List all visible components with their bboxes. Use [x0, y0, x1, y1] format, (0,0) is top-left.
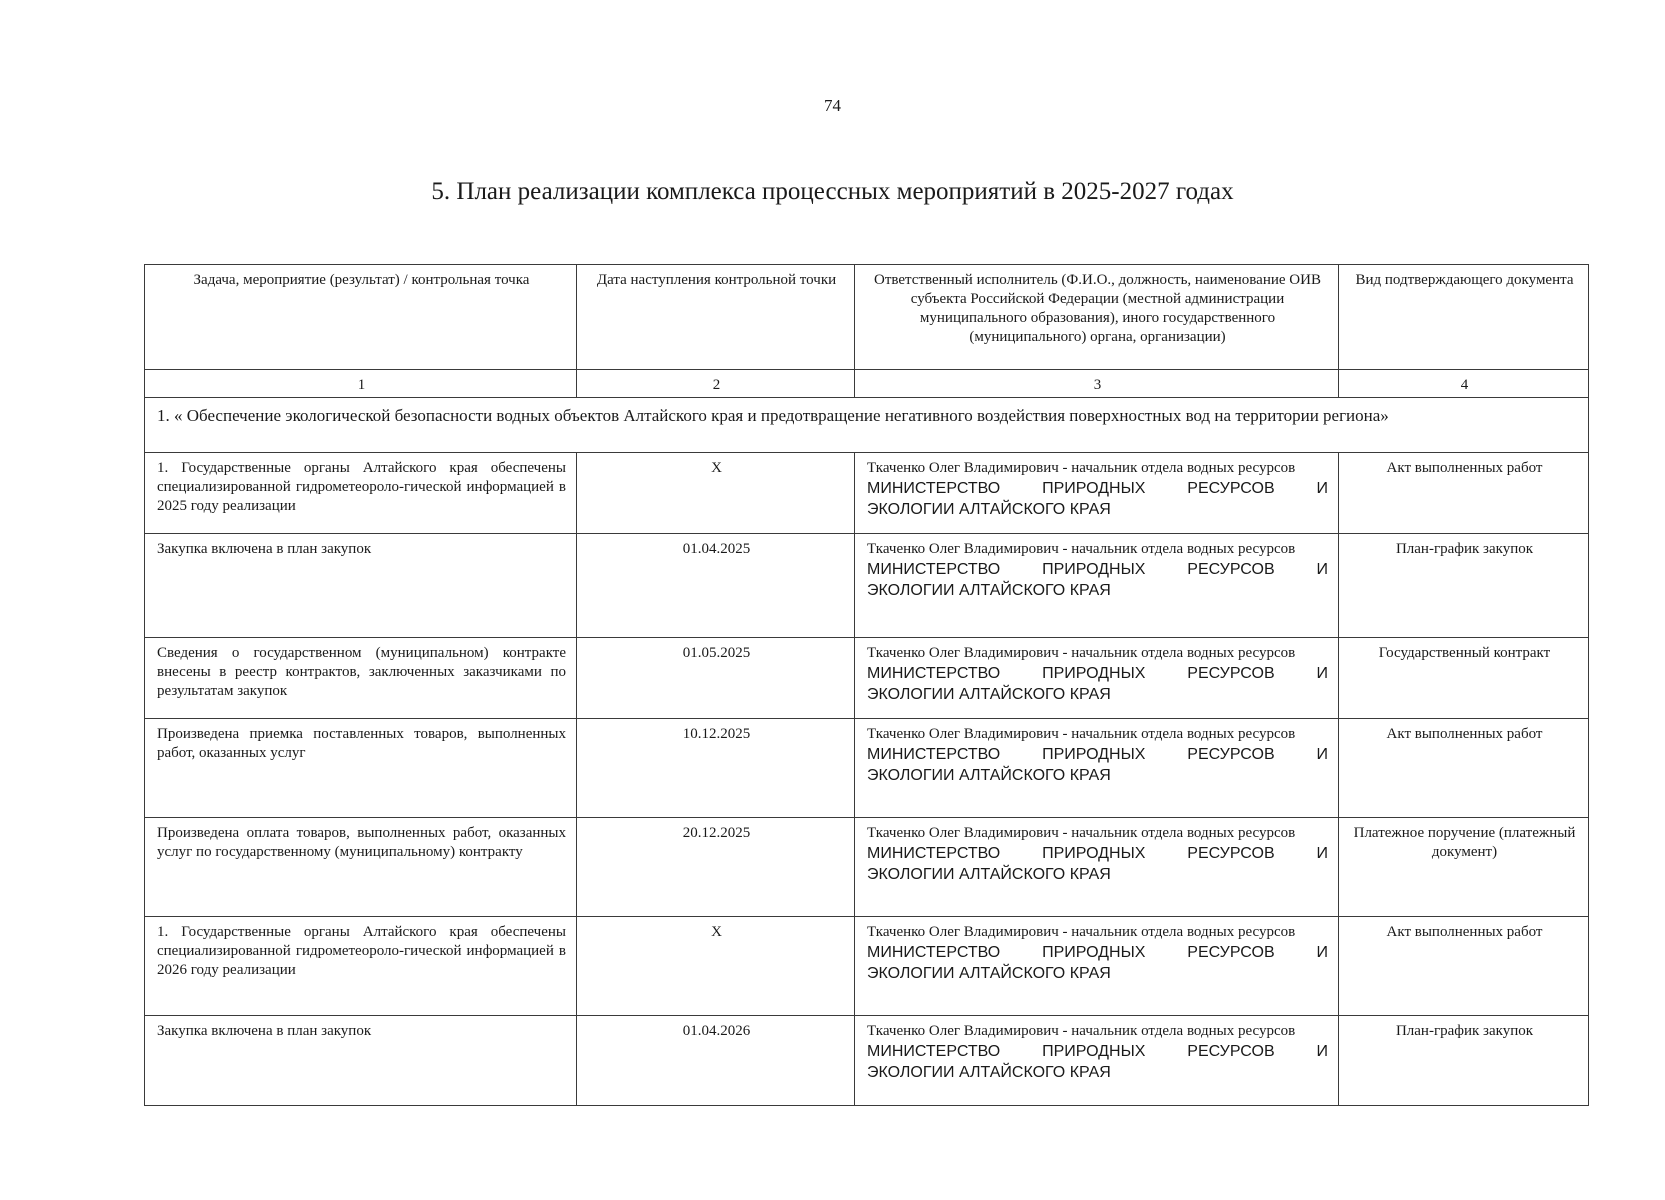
plan-table	[144, 264, 1589, 1106]
responsible-org-line2: ЭКОЛОГИИ АЛТАЙСКОГО КРАЯ	[867, 582, 1111, 599]
responsible-org-line1: МИНИСТЕРСТВО ПРИРОДНЫХ РЕСУРСОВ И	[867, 561, 1328, 578]
event-cell: Закупка включена в план закупок	[145, 534, 577, 638]
date-cell: 20.12.2025	[577, 818, 855, 917]
header-responsible: Ответственный исполнитель (Ф.И.О., должность, наименование ОИВ субъекта Российской Федерации (местной администрации муниципального образования), иного государственного (муниципального) органа, организации)	[855, 265, 1339, 370]
table-row	[145, 638, 1589, 719]
document-cell: Государственный контракт	[1339, 638, 1589, 719]
date-cell: 01.04.2026	[577, 1016, 855, 1106]
document-cell: План-график закупок	[1339, 1016, 1589, 1106]
responsible-org-line1: МИНИСТЕРСТВО ПРИРОДНЫХ РЕСУРСОВ И	[867, 480, 1328, 497]
responsible-org-line2: ЭКОЛОГИИ АЛТАЙСКОГО КРАЯ	[867, 1064, 1111, 1081]
responsible-org-line2: ЭКОЛОГИИ АЛТАЙСКОГО КРАЯ	[867, 767, 1111, 784]
event-cell: Закупка включена в план закупок	[145, 1016, 577, 1106]
document-cell: Платежное поручение (платежный документ)	[1339, 818, 1589, 917]
event-cell: 1. Государственные органы Алтайского края обеспечены специализированной гидрометеороло-гической информацией в 2026 году реализации	[145, 917, 577, 1016]
header-document: Вид подтверждающего документа	[1339, 265, 1589, 370]
responsible-person: Ткаченко Олег Владимирович - начальник отдела водных ресурсов	[867, 924, 1296, 940]
responsible-org-line2: ЭКОЛОГИИ АЛТАЙСКОГО КРАЯ	[867, 965, 1111, 982]
page-number: 74	[824, 96, 841, 115]
document-cell: Акт выполненных работ	[1339, 453, 1589, 534]
table-row	[145, 453, 1589, 534]
responsible-person: Ткаченко Олег Владимирович - начальник отдела водных ресурсов	[867, 726, 1296, 742]
responsible-org-line1: МИНИСТЕРСТВО ПРИРОДНЫХ РЕСУРСОВ И	[867, 1043, 1328, 1060]
document-cell: План-график закупок	[1339, 534, 1589, 638]
header-task: Задача, мероприятие (результат) / контрольная точка	[145, 265, 577, 370]
responsible-cell	[855, 534, 1339, 638]
table-row	[145, 1016, 1589, 1106]
column-number-row	[145, 370, 1589, 398]
responsible-org-line1: МИНИСТЕРСТВО ПРИРОДНЫХ РЕСУРСОВ И	[867, 944, 1328, 961]
responsible-org-line2: ЭКОЛОГИИ АЛТАЙСКОГО КРАЯ	[867, 501, 1111, 518]
event-cell: 1. Государственные органы Алтайского края обеспечены специализированной гидрометеороло-гической информацией в 2025 году реализации	[145, 453, 577, 534]
date-cell: 10.12.2025	[577, 719, 855, 818]
responsible-cell	[855, 1016, 1339, 1106]
date-cell: X	[577, 453, 855, 534]
task-row	[145, 398, 1589, 453]
event-cell: Произведена оплата товаров, выполненных работ, оказанных услуг по государственному (муниципальному) контракту	[145, 818, 577, 917]
responsible-cell	[855, 453, 1339, 534]
responsible-cell	[855, 638, 1339, 719]
responsible-org-line1: МИНИСТЕРСТВО ПРИРОДНЫХ РЕСУРСОВ И	[867, 746, 1328, 763]
responsible-person: Ткаченко Олег Владимирович - начальник отдела водных ресурсов	[867, 1023, 1296, 1039]
table-row	[145, 917, 1589, 1016]
responsible-person: Ткаченко Олег Владимирович - начальник отдела водных ресурсов	[867, 645, 1296, 661]
column-number: 4	[1339, 370, 1589, 398]
responsible-org-line2: ЭКОЛОГИИ АЛТАЙСКОГО КРАЯ	[867, 866, 1111, 883]
event-cell: Сведения о государственном (муниципальном) контракте внесены в реестр контрактов, заключенных заказчиками по результатам закупок	[145, 638, 577, 719]
table-row	[145, 818, 1589, 917]
date-cell: 01.04.2025	[577, 534, 855, 638]
table-row	[145, 719, 1589, 818]
responsible-cell	[855, 818, 1339, 917]
column-number: 3	[855, 370, 1339, 398]
responsible-person: Ткаченко Олег Владимирович - начальник отдела водных ресурсов	[867, 825, 1296, 841]
document-cell: Акт выполненных работ	[1339, 917, 1589, 1016]
column-number: 2	[577, 370, 855, 398]
date-cell: 01.05.2025	[577, 638, 855, 719]
responsible-cell	[855, 917, 1339, 1016]
table-row	[145, 534, 1589, 638]
header-date: Дата наступления контрольной точки	[577, 265, 855, 370]
responsible-person: Ткаченко Олег Владимирович - начальник отдела водных ресурсов	[867, 541, 1296, 557]
table-header-row	[145, 265, 1589, 370]
responsible-org-line2: ЭКОЛОГИИ АЛТАЙСКОГО КРАЯ	[867, 686, 1111, 703]
column-number: 1	[145, 370, 577, 398]
responsible-person: Ткаченко Олег Владимирович - начальник отдела водных ресурсов	[867, 460, 1296, 476]
task-title: 1. « Обеспечение экологической безопасности водных объектов Алтайского края и предотвращение негативного воздействия поверхностных вод на территории региона»	[145, 398, 1589, 453]
event-cell: Произведена приемка поставленных товаров, выполненных работ, оказанных услуг	[145, 719, 577, 818]
date-cell: X	[577, 917, 855, 1016]
responsible-org-line1: МИНИСТЕРСТВО ПРИРОДНЫХ РЕСУРСОВ И	[867, 665, 1328, 682]
document-cell: Акт выполненных работ	[1339, 719, 1589, 818]
document-title: 5. План реализации комплекса процессных мероприятий в 2025-2027 годах	[431, 178, 1234, 205]
responsible-org-line1: МИНИСТЕРСТВО ПРИРОДНЫХ РЕСУРСОВ И	[867, 845, 1328, 862]
responsible-cell	[855, 719, 1339, 818]
